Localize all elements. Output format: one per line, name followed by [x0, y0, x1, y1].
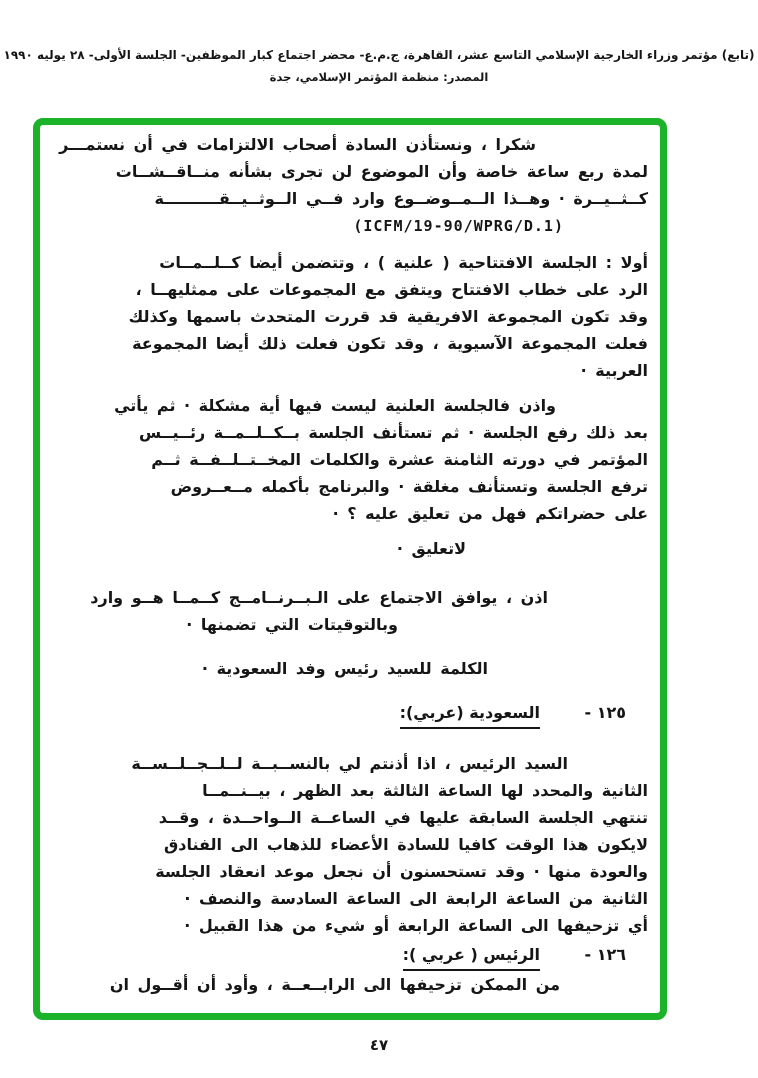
paragraph-opening [59, 131, 648, 240]
header-source-line: المصدر: منظمة المؤتمر الإسلامي، جدة [269, 70, 489, 84]
document-reference [64, 212, 648, 240]
text-line: تنتهي الجلسة السابقة عليها في الساعــة الــواحــدة ، وقــد [158, 808, 648, 827]
speaker-heading-chairman: الرئيس ( عربي ): [403, 941, 540, 971]
text-line: على حضراتكم فهل من تعليق عليه ؟ · [332, 504, 648, 523]
item-number: ١٢٥ - [584, 703, 626, 722]
text-line: شكرا ، ونستأذن السادة أصحاب الالتزامات في أن نستمـــر [59, 135, 536, 154]
content-frame [33, 118, 667, 1020]
item-125-row [64, 699, 648, 729]
paragraph-agenda-first [64, 249, 648, 384]
text-line: أي تزحيفها الى الساعة الرابعة أو شيء من هذا القبيل · [184, 916, 648, 935]
paragraph-saudi-speech [64, 750, 648, 939]
text-line: لايكون هذا الوقت كافيا للسادة الأعضاء للذهاب الى الفنادق [163, 835, 648, 854]
text-line: بعد ذلك رفع الجلسة · ثم تستأنف الجلسة بــكــلــمــة رئــيــس [138, 423, 648, 442]
paragraph-approval [64, 584, 648, 638]
text-line: الثانية من الساعة الرابعة الى الساعة السادسة والنصف · [184, 889, 648, 908]
text-line: ترفع الجلسة وتستأنف مغلقة · والبرنامج بأكمله مــعــروض [170, 477, 648, 496]
page-number: ٤٧ [369, 1036, 389, 1054]
text-line: فعلت المجموعة الآسيوية ، وقد تكون فعلت ذلك أيضا المجموعة [132, 334, 648, 353]
text-line: اذن ، يوافق الاجتماع على الـبــرنــامــج كــمــا هــو وارد [90, 588, 548, 607]
page-header [0, 0, 758, 84]
text-line: والعودة منها · وقد تستحسنون أن نجعل موعد انعقاد الجلسة [155, 862, 648, 881]
paragraph-session-plan [64, 392, 648, 527]
floor-given-line: الكلمة للسيد رئيس وفد السعودية · [201, 659, 488, 678]
item-126-row [64, 941, 648, 971]
text-line: أولا : الجلسة الافتتاحية ( علنية ) ، وتتضمن أيضا كــلــمــات [159, 253, 648, 272]
text-line: وقد تكون المجموعة الافريقية قد قررت المتحدث باسمها وكذلك [128, 307, 648, 326]
item-number: ١٢٦ - [584, 945, 626, 964]
no-comment-line: لاتعليق · [396, 539, 466, 558]
paragraph-chairman-reply [64, 971, 648, 998]
text-line: لمدة ربع ساعة خاصة وأن الموضوع لن تجرى بشأنه منــاقــشــات [115, 162, 648, 181]
document-reference-code: (ICFM/19-90/WPRG/D.1) [353, 217, 564, 235]
header-title-line: (تابع) مؤتمر وزراء الخارجية الإسلامي التاسع عشر، القاهرة، ج.م.ع- محضر اجتماع كبار الموظفين- الجلسة الأولى- ٢٨ يوليه ١٩٩٠ [3, 48, 755, 62]
text-line: كــثــيــرة · وهــذا الــمــوضــوع وارد فــي الــوثــيــقــــــــــة [154, 189, 648, 208]
text-line: وبالتوقيتات التي تضمنها · [186, 615, 398, 634]
text-line: المؤتمر في دورته الثامنة عشرة والكلمات المخــتــلــفــة ثــم [151, 450, 648, 469]
text-line: من الممكن تزحيفها الى الرابــعــة ، وأود أن أقــول ان [109, 975, 560, 994]
speaker-heading-saudi: السعودية (عربي): [400, 699, 540, 729]
text-line: الرد على خطاب الافتتاح ويتفق مع المجموعات على ممثليهــا ، [135, 280, 648, 299]
text-line: الثانية والمحدد لها الساعة الثالثة بعد الظهر ، بيــنــمــا [202, 781, 648, 800]
text-line: العربية · [580, 361, 648, 380]
text-line: واذن فالجلسة العلنية ليست فيها أية مشكلة · ثم يأتي [114, 396, 556, 415]
text-line: السيد الرئيس ، اذا أذنتم لي بالنســبــة لــلــجــلــســة [131, 754, 568, 773]
